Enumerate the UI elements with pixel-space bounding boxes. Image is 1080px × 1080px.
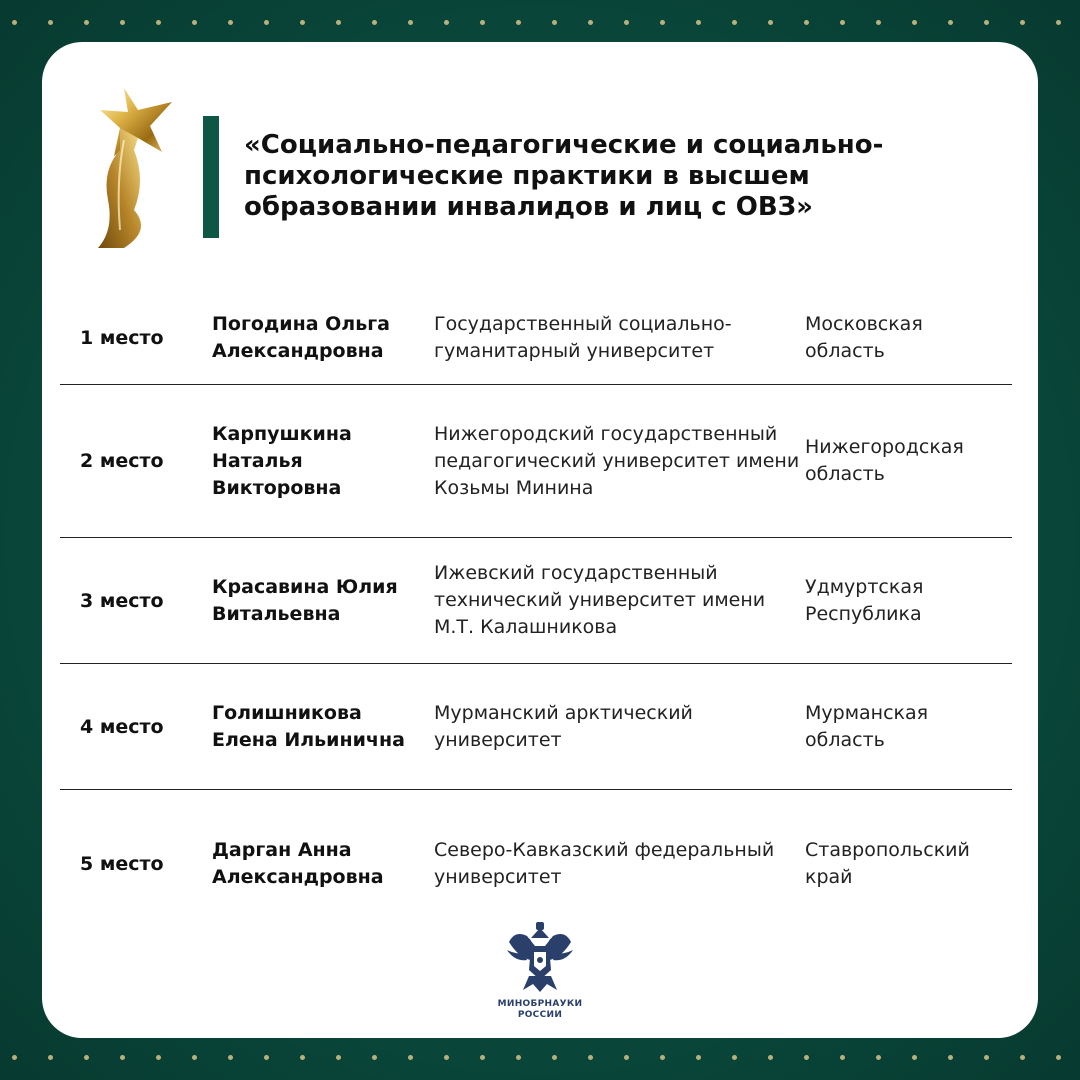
logo-line-1: МИНОБРНАУКИ: [497, 999, 583, 1009]
participant-name: Погодина Ольга Александровна: [212, 313, 390, 362]
region-name: Ставропольский край: [805, 839, 970, 888]
place-label: 3 место: [80, 589, 164, 612]
title-accent-bar: [203, 116, 219, 238]
decorative-dot: [732, 1055, 737, 1060]
decorative-dot: [948, 1055, 953, 1060]
table-row: [60, 385, 1012, 538]
decorative-dot: [12, 20, 17, 25]
content-card: [42, 42, 1038, 1038]
decorative-dot: [768, 1055, 773, 1060]
decorative-dot: [516, 20, 521, 25]
decorative-dot: [984, 20, 989, 25]
table-row: [60, 664, 1012, 790]
decorative-dot: [552, 20, 557, 25]
bottom-dot-border: [0, 1055, 1080, 1061]
place-label: 4 место: [80, 715, 164, 738]
decorative-dot: [120, 1055, 125, 1060]
decorative-dot: [444, 1055, 449, 1060]
decorative-dot: [156, 20, 161, 25]
decorative-dot: [300, 20, 305, 25]
table-row: [60, 538, 1012, 664]
participant-name: Дарган Анна Александровна: [212, 839, 384, 888]
award-star-icon: [94, 80, 184, 250]
decorative-dot: [588, 1055, 593, 1060]
top-dot-border: [0, 20, 1080, 26]
decorative-dot: [264, 1055, 269, 1060]
participant-name: Красавина Юлия Витальевна: [212, 575, 398, 625]
decorative-dot: [372, 20, 377, 25]
decorative-dot: [984, 1055, 989, 1060]
decorative-dot: [804, 1055, 809, 1060]
place-label: 1 место: [80, 327, 164, 349]
decorative-dot: [948, 20, 953, 25]
decorative-dot: [228, 20, 233, 25]
decorative-dot: [84, 1055, 89, 1060]
place-label: 5 место: [80, 853, 164, 875]
decorative-dot: [552, 1055, 557, 1060]
decorative-dot: [876, 1055, 881, 1060]
participant-name: Карпушкина Наталья Викторовна: [212, 422, 352, 499]
decorative-dot: [444, 20, 449, 25]
decorative-dot: [48, 20, 53, 25]
decorative-dot: [768, 20, 773, 25]
table-row: [60, 790, 1012, 938]
decorative-dot: [660, 20, 665, 25]
decorative-dot: [840, 20, 845, 25]
region-name: Мурманская область: [805, 701, 929, 751]
decorative-dot: [876, 20, 881, 25]
ministry-logo: [492, 920, 588, 1030]
decorative-dot: [588, 20, 593, 25]
decorative-dot: [336, 1055, 341, 1060]
decorative-dot: [372, 1055, 377, 1060]
table-row: [60, 292, 1012, 385]
decorative-dot: [12, 1055, 17, 1060]
page-title: «Социально-педагогические и социально-психологические практики в высшем образовании инвалидов и лиц с ОВЗ»: [244, 130, 884, 222]
decorative-dot: [732, 20, 737, 25]
university-name: Нижегородский государственный педагогический университет имени Козьмы Минина: [434, 422, 800, 499]
decorative-dot: [336, 20, 341, 25]
decorative-dot: [480, 1055, 485, 1060]
decorative-dot: [264, 20, 269, 25]
decorative-dot: [912, 20, 917, 25]
decorative-dot: [300, 1055, 305, 1060]
decorative-dot: [192, 1055, 197, 1060]
decorative-dot: [228, 1055, 233, 1060]
university-name: Северо-Кавказский федеральный университет: [434, 839, 775, 888]
decorative-dot: [120, 20, 125, 25]
double-headed-eagle-icon: [505, 920, 575, 994]
decorative-dot: [624, 1055, 629, 1060]
decorative-dot: [696, 1055, 701, 1060]
decorative-dot: [1056, 1055, 1061, 1060]
decorative-dot: [1020, 1055, 1025, 1060]
decorative-dot: [480, 20, 485, 25]
decorative-dot: [624, 20, 629, 25]
logo-line-2: РОССИИ: [517, 1010, 563, 1020]
decorative-dot: [660, 1055, 665, 1060]
university-name: Мурманский арктический университет: [434, 701, 693, 751]
decorative-dot: [696, 20, 701, 25]
region-name: Удмуртская Республика: [805, 575, 924, 625]
decorative-dot: [1020, 20, 1025, 25]
decorative-dot: [840, 1055, 845, 1060]
decorative-dot: [84, 20, 89, 25]
place-label: 2 место: [80, 450, 164, 472]
decorative-dot: [408, 20, 413, 25]
university-name: Ижевский государственный технический университет имени М.Т. Калашникова: [434, 562, 766, 638]
decorative-dot: [156, 1055, 161, 1060]
decorative-dot: [48, 1055, 53, 1060]
decorative-dot: [1056, 20, 1061, 25]
decorative-dot: [912, 1055, 917, 1060]
decorative-dot: [192, 20, 197, 25]
decorative-dot: [516, 1055, 521, 1060]
university-name: Государственный социально-гуманитарный университет: [434, 313, 732, 362]
decorative-dot: [408, 1055, 413, 1060]
region-name: Нижегородская область: [805, 436, 964, 485]
decorative-dot: [804, 20, 809, 25]
region-name: Московская область: [805, 313, 923, 362]
participant-name: Голишникова Елена Ильинична: [212, 701, 405, 751]
